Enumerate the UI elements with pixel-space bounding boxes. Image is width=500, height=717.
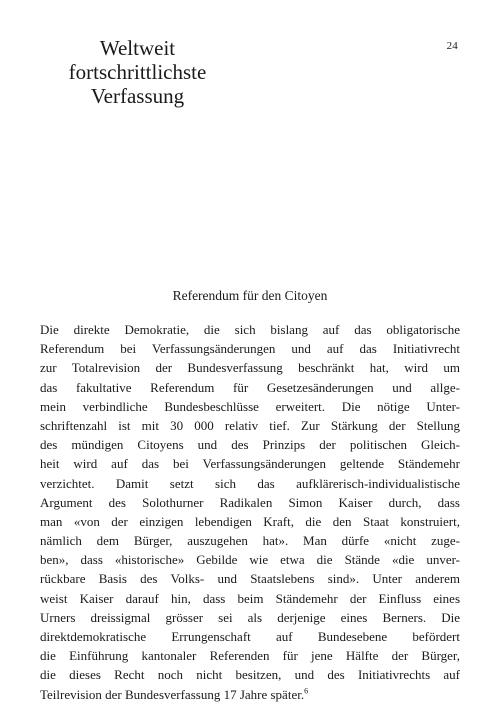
- paragraph-line: schriftenzahl ist mit 30 000 relativ tief. Zur Stärkung der Stellung: [40, 417, 460, 433]
- chapter-title-line: fortschrittlichste: [68, 60, 207, 84]
- paragraph-line: Urners dreissigmal grösser sei als derjenige eines Berners. Die: [40, 609, 460, 625]
- paragraph-line: rückbare Basis des Volks- und Staatslebens sind». Unter anderem: [40, 571, 460, 587]
- paragraph-line: Die direkte Demokratie, die sich bislang auf das obligatorische: [40, 322, 460, 337]
- page-number: 24: [446, 40, 458, 52]
- paragraph-line: mein verbindliche Bundesbeschlüsse erweitert. Die nötige Unter-: [40, 398, 460, 414]
- paragraph-line: heit wird auf das bei Verfassungsänderungen geltende Ständemehr: [40, 456, 460, 472]
- paragraph-line: man «von der einzigen lebendigen Kraft, die den Staat konstruiert,: [40, 513, 460, 529]
- paragraph-line-last: [40, 685, 460, 704]
- paragraph-line-text: Teilrevision der Bundesverfassung 17 Jahre später.: [40, 686, 305, 702]
- body-paragraph: [40, 320, 460, 704]
- paragraph-line: ben», dass «historische» Gebilde wie etwa die Stände «die unver-: [40, 552, 460, 568]
- chapter-title-line: Weltweit: [99, 36, 176, 60]
- paragraph-line: die dieses Recht noch nicht besitzen, und des Initiativrechts auf: [40, 667, 460, 683]
- paragraph-line: die Einführung kantonaler Referenden für jene Hälfte der Bürger,: [40, 648, 460, 664]
- section-heading: Referendum für den Citoyen: [172, 288, 328, 303]
- chapter-title: [40, 36, 235, 108]
- paragraph-line: verzichtet. Damit setzt sich das aufklärerisch-individualistische: [40, 475, 460, 491]
- chapter-title-line: Verfassung: [90, 84, 185, 108]
- paragraph-line: das fakultative Referendum für Gesetzesänderungen und allge-: [40, 379, 460, 395]
- paragraph-line: Argument des Solothurner Radikalen Simon Kaiser durch, dass: [40, 494, 460, 510]
- footnote-reference[interactable]: 6: [304, 686, 309, 696]
- paragraph-line: weist Kaiser darauf hin, dass beim Ständemehr der Einfluss eines: [40, 590, 460, 606]
- paragraph-line: des mündigen Citoyens und des Prinzips der politischen Gleich-: [40, 437, 460, 453]
- paragraph-line: direktdemokratische Errungenschaft auf Bundesebene befördert: [40, 629, 460, 644]
- paragraph-line: nämlich dem Bürger, auszugehen hat». Man dürfe «nicht zuge-: [40, 533, 460, 549]
- paragraph-line: zur Totalrevision der Bundesverfassung beschränkt hat, wird um: [40, 360, 460, 376]
- paragraph-line: Referendum bei Verfassungsänderungen und auf das Initiativrecht: [40, 341, 460, 357]
